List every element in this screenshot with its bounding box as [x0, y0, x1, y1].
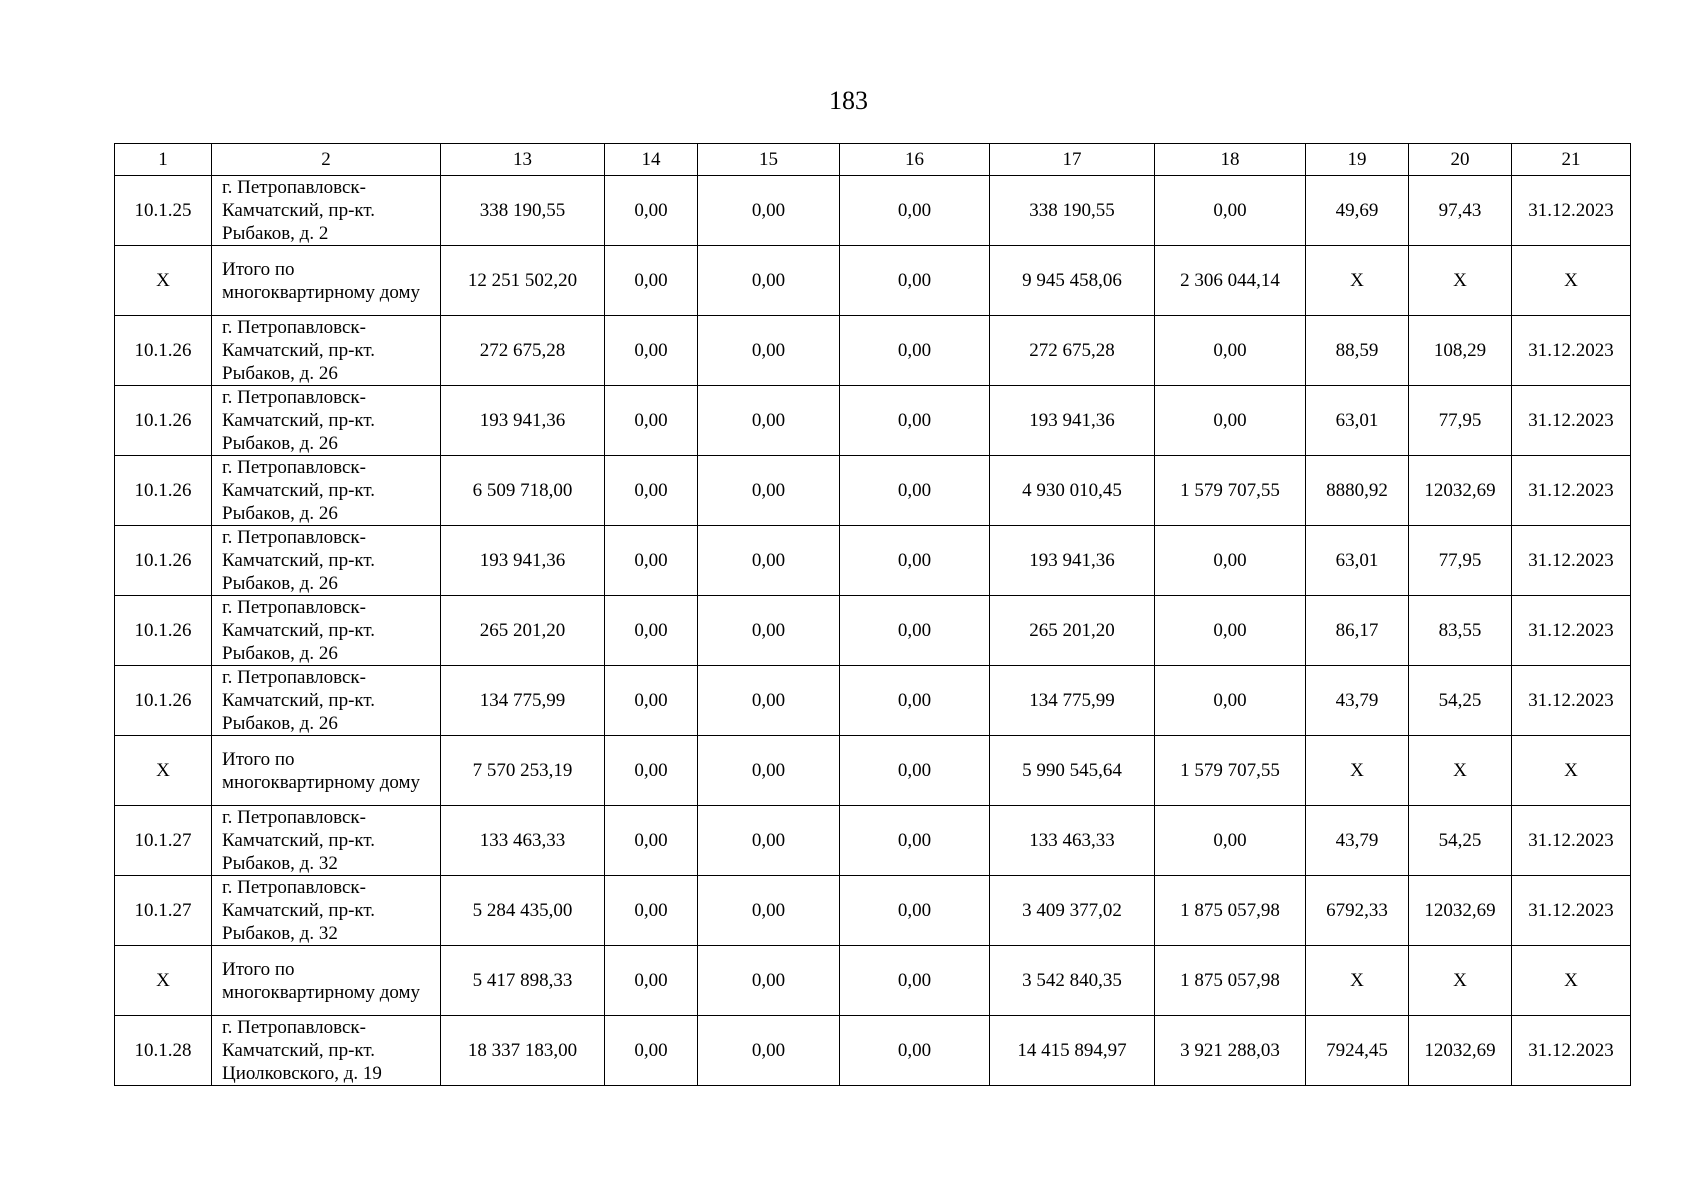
- date-cell: X: [1512, 736, 1631, 806]
- address-cell: г. Петропавловск-Камчатский, пр-кт. Рыбаков, д. 26: [212, 666, 441, 736]
- col-14-cell: 0,00: [605, 456, 698, 526]
- col-19-cell: X: [1306, 946, 1409, 1016]
- col-16-cell: 0,00: [840, 526, 990, 596]
- col-19-cell: 43,79: [1306, 666, 1409, 736]
- col-15-cell: 0,00: [698, 386, 840, 456]
- column-header: 17: [990, 144, 1155, 176]
- col-18-cell: 1 875 057,98: [1155, 946, 1306, 1016]
- header-row: [115, 144, 1631, 176]
- col-13-cell: 12 251 502,20: [441, 246, 605, 316]
- col-19-cell: 63,01: [1306, 526, 1409, 596]
- column-header: 13: [441, 144, 605, 176]
- col-16-cell: 0,00: [840, 176, 990, 246]
- row-number-cell: 10.1.27: [115, 876, 212, 946]
- col-16-cell: 0,00: [840, 946, 990, 1016]
- table-row: [115, 666, 1631, 736]
- col-15-cell: 0,00: [698, 526, 840, 596]
- col-17-cell: 272 675,28: [990, 316, 1155, 386]
- col-14-cell: 0,00: [605, 736, 698, 806]
- col-17-cell: 193 941,36: [990, 526, 1155, 596]
- col-18-cell: 0,00: [1155, 176, 1306, 246]
- address-cell: г. Петропавловск-Камчатский, пр-кт. Рыбаков, д. 26: [212, 456, 441, 526]
- col-20-cell: 12032,69: [1409, 876, 1512, 946]
- col-18-cell: 1 579 707,55: [1155, 736, 1306, 806]
- col-15-cell: 0,00: [698, 946, 840, 1016]
- col-14-cell: 0,00: [605, 876, 698, 946]
- col-17-cell: 3 409 377,02: [990, 876, 1155, 946]
- row-number-cell: X: [115, 736, 212, 806]
- col-19-cell: X: [1306, 246, 1409, 316]
- col-19-cell: 43,79: [1306, 806, 1409, 876]
- col-13-cell: 7 570 253,19: [441, 736, 605, 806]
- address-cell: Итого по многоквартирному дому: [212, 736, 441, 806]
- col-14-cell: 0,00: [605, 1016, 698, 1086]
- col-17-cell: 134 775,99: [990, 666, 1155, 736]
- col-18-cell: 3 921 288,03: [1155, 1016, 1306, 1086]
- col-15-cell: 0,00: [698, 666, 840, 736]
- col-20-cell: 54,25: [1409, 806, 1512, 876]
- address-cell: г. Петропавловск-Камчатский, пр-кт. Рыбаков, д. 26: [212, 386, 441, 456]
- address-cell: г. Петропавловск-Камчатский, пр-кт. Рыбаков, д. 32: [212, 806, 441, 876]
- col-16-cell: 0,00: [840, 456, 990, 526]
- col-15-cell: 0,00: [698, 316, 840, 386]
- col-18-cell: 0,00: [1155, 526, 1306, 596]
- col-20-cell: X: [1409, 946, 1512, 1016]
- date-cell: 31.12.2023: [1512, 806, 1631, 876]
- col-16-cell: 0,00: [840, 596, 990, 666]
- col-20-cell: 77,95: [1409, 386, 1512, 456]
- col-18-cell: 2 306 044,14: [1155, 246, 1306, 316]
- date-cell: X: [1512, 946, 1631, 1016]
- col-20-cell: 12032,69: [1409, 456, 1512, 526]
- total-row: [115, 246, 1631, 316]
- col-16-cell: 0,00: [840, 386, 990, 456]
- table-row: [115, 1016, 1631, 1086]
- col-20-cell: X: [1409, 246, 1512, 316]
- col-14-cell: 0,00: [605, 946, 698, 1016]
- address-cell: г. Петропавловск-Камчатский, пр-кт. Рыбаков, д. 26: [212, 316, 441, 386]
- column-header: 16: [840, 144, 990, 176]
- col-18-cell: 1 579 707,55: [1155, 456, 1306, 526]
- col-14-cell: 0,00: [605, 316, 698, 386]
- column-header: 20: [1409, 144, 1512, 176]
- col-17-cell: 3 542 840,35: [990, 946, 1155, 1016]
- col-16-cell: 0,00: [840, 1016, 990, 1086]
- col-13-cell: 6 509 718,00: [441, 456, 605, 526]
- column-header: 19: [1306, 144, 1409, 176]
- data-table: [114, 143, 1631, 1086]
- col-16-cell: 0,00: [840, 876, 990, 946]
- row-number-cell: 10.1.26: [115, 386, 212, 456]
- col-20-cell: X: [1409, 736, 1512, 806]
- row-number-cell: 10.1.26: [115, 526, 212, 596]
- col-17-cell: 133 463,33: [990, 806, 1155, 876]
- col-20-cell: 108,29: [1409, 316, 1512, 386]
- col-14-cell: 0,00: [605, 176, 698, 246]
- col-15-cell: 0,00: [698, 456, 840, 526]
- col-16-cell: 0,00: [840, 736, 990, 806]
- col-19-cell: 63,01: [1306, 386, 1409, 456]
- col-17-cell: 265 201,20: [990, 596, 1155, 666]
- address-cell: г. Петропавловск-Камчатский, пр-кт. Рыбаков, д. 32: [212, 876, 441, 946]
- col-13-cell: 338 190,55: [441, 176, 605, 246]
- col-15-cell: 0,00: [698, 876, 840, 946]
- column-header: 1: [115, 144, 212, 176]
- row-number-cell: 10.1.25: [115, 176, 212, 246]
- col-18-cell: 0,00: [1155, 316, 1306, 386]
- date-cell: 31.12.2023: [1512, 596, 1631, 666]
- col-18-cell: 1 875 057,98: [1155, 876, 1306, 946]
- date-cell: 31.12.2023: [1512, 666, 1631, 736]
- row-number-cell: 10.1.27: [115, 806, 212, 876]
- date-cell: X: [1512, 246, 1631, 316]
- date-cell: 31.12.2023: [1512, 876, 1631, 946]
- date-cell: 31.12.2023: [1512, 526, 1631, 596]
- col-19-cell: X: [1306, 736, 1409, 806]
- col-20-cell: 97,43: [1409, 176, 1512, 246]
- col-14-cell: 0,00: [605, 246, 698, 316]
- table-row: [115, 806, 1631, 876]
- col-15-cell: 0,00: [698, 176, 840, 246]
- col-17-cell: 14 415 894,97: [990, 1016, 1155, 1086]
- col-14-cell: 0,00: [605, 806, 698, 876]
- row-number-cell: 10.1.26: [115, 666, 212, 736]
- address-cell: г. Петропавловск-Камчатский, пр-кт. Циолковского, д. 19: [212, 1016, 441, 1086]
- col-18-cell: 0,00: [1155, 666, 1306, 736]
- col-15-cell: 0,00: [698, 596, 840, 666]
- col-13-cell: 272 675,28: [441, 316, 605, 386]
- date-cell: 31.12.2023: [1512, 386, 1631, 456]
- date-cell: 31.12.2023: [1512, 176, 1631, 246]
- col-15-cell: 0,00: [698, 246, 840, 316]
- address-cell: Итого по многоквартирному дому: [212, 246, 441, 316]
- col-15-cell: 0,00: [698, 806, 840, 876]
- col-20-cell: 12032,69: [1409, 1016, 1512, 1086]
- date-cell: 31.12.2023: [1512, 1016, 1631, 1086]
- row-number-cell: 10.1.26: [115, 456, 212, 526]
- column-header: 2: [212, 144, 441, 176]
- total-row: [115, 946, 1631, 1016]
- col-20-cell: 83,55: [1409, 596, 1512, 666]
- col-16-cell: 0,00: [840, 666, 990, 736]
- date-cell: 31.12.2023: [1512, 456, 1631, 526]
- col-18-cell: 0,00: [1155, 386, 1306, 456]
- col-13-cell: 193 941,36: [441, 386, 605, 456]
- address-cell: г. Петропавловск-Камчатский, пр-кт. Рыбаков, д. 2: [212, 176, 441, 246]
- column-header: 14: [605, 144, 698, 176]
- col-20-cell: 54,25: [1409, 666, 1512, 736]
- row-number-cell: X: [115, 246, 212, 316]
- col-18-cell: 0,00: [1155, 596, 1306, 666]
- table-row: [115, 386, 1631, 456]
- col-13-cell: 134 775,99: [441, 666, 605, 736]
- col-13-cell: 193 941,36: [441, 526, 605, 596]
- col-17-cell: 193 941,36: [990, 386, 1155, 456]
- column-header: 15: [698, 144, 840, 176]
- table-row: [115, 596, 1631, 666]
- col-18-cell: 0,00: [1155, 806, 1306, 876]
- table-row: [115, 176, 1631, 246]
- col-19-cell: 88,59: [1306, 316, 1409, 386]
- col-17-cell: 5 990 545,64: [990, 736, 1155, 806]
- col-19-cell: 49,69: [1306, 176, 1409, 246]
- col-13-cell: 265 201,20: [441, 596, 605, 666]
- row-number-cell: 10.1.28: [115, 1016, 212, 1086]
- col-14-cell: 0,00: [605, 526, 698, 596]
- col-19-cell: 7924,45: [1306, 1016, 1409, 1086]
- col-17-cell: 338 190,55: [990, 176, 1155, 246]
- address-cell: г. Петропавловск-Камчатский, пр-кт. Рыбаков, д. 26: [212, 596, 441, 666]
- col-17-cell: 9 945 458,06: [990, 246, 1155, 316]
- col-14-cell: 0,00: [605, 596, 698, 666]
- col-19-cell: 8880,92: [1306, 456, 1409, 526]
- col-13-cell: 18 337 183,00: [441, 1016, 605, 1086]
- address-cell: г. Петропавловск-Камчатский, пр-кт. Рыбаков, д. 26: [212, 526, 441, 596]
- table-row: [115, 876, 1631, 946]
- col-19-cell: 86,17: [1306, 596, 1409, 666]
- col-16-cell: 0,00: [840, 316, 990, 386]
- date-cell: 31.12.2023: [1512, 316, 1631, 386]
- col-20-cell: 77,95: [1409, 526, 1512, 596]
- col-19-cell: 6792,33: [1306, 876, 1409, 946]
- row-number-cell: 10.1.26: [115, 596, 212, 666]
- address-cell: Итого по многоквартирному дому: [212, 946, 441, 1016]
- col-15-cell: 0,00: [698, 736, 840, 806]
- total-row: [115, 736, 1631, 806]
- col-16-cell: 0,00: [840, 806, 990, 876]
- col-13-cell: 5 417 898,33: [441, 946, 605, 1016]
- col-13-cell: 133 463,33: [441, 806, 605, 876]
- col-15-cell: 0,00: [698, 1016, 840, 1086]
- col-14-cell: 0,00: [605, 666, 698, 736]
- column-header: 21: [1512, 144, 1631, 176]
- table-body: [115, 176, 1631, 1086]
- row-number-cell: 10.1.26: [115, 316, 212, 386]
- page-number: 183: [829, 86, 868, 115]
- table-row: [115, 316, 1631, 386]
- table-row: [115, 526, 1631, 596]
- col-14-cell: 0,00: [605, 386, 698, 456]
- row-number-cell: X: [115, 946, 212, 1016]
- col-17-cell: 4 930 010,45: [990, 456, 1155, 526]
- col-16-cell: 0,00: [840, 246, 990, 316]
- table-row: [115, 456, 1631, 526]
- col-13-cell: 5 284 435,00: [441, 876, 605, 946]
- column-header: 18: [1155, 144, 1306, 176]
